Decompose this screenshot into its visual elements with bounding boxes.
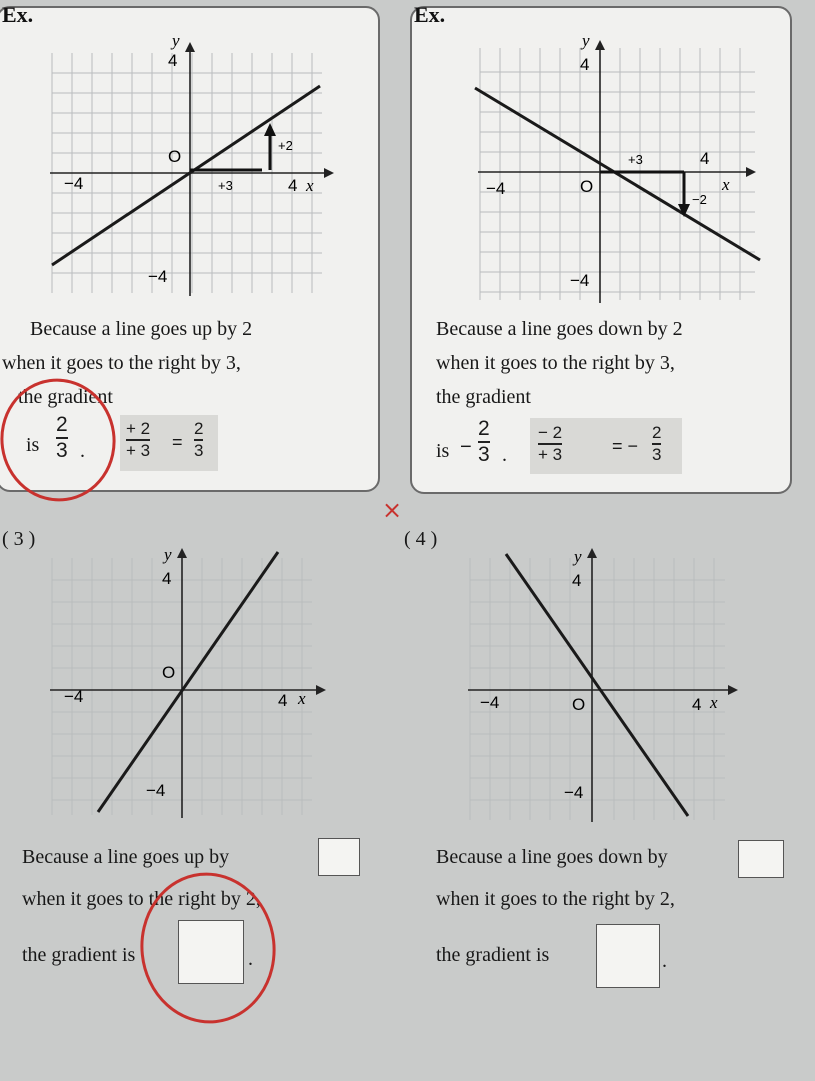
origin-label: O — [580, 177, 594, 196]
example-1-line-3: the gradient — [18, 386, 113, 408]
exercise-3-line-3: the gradient is — [22, 944, 136, 966]
x-neg-label: −4 — [64, 174, 84, 193]
grid — [470, 558, 725, 820]
run-label: +3 — [218, 178, 233, 193]
example-1-hint-equals: = — [172, 432, 183, 452]
origin-label: O — [162, 663, 176, 682]
run-label: +3 — [628, 152, 643, 167]
example-1-line-2: when it goes to the right by 3, — [2, 352, 241, 374]
y-axis-arrow — [595, 40, 605, 50]
rise-arrowhead — [264, 123, 276, 136]
example-1-hint-result: 2 3 — [194, 419, 204, 460]
origin-label: O — [572, 695, 586, 714]
y-label: y — [172, 31, 180, 50]
example-2-hint-fraction: − 2 + 3 — [538, 423, 563, 464]
x-pos-label: 4 — [700, 149, 710, 168]
x-pos-label: 4 — [288, 176, 298, 195]
exercise-4-period: . — [662, 950, 667, 972]
x-axis-arrow — [316, 685, 326, 695]
example-1-graph — [0, 28, 380, 328]
x-neg-label: −4 — [64, 687, 84, 706]
y-label: y — [574, 547, 582, 566]
exercise-3-line-2: when it goes to the right by 2, — [22, 888, 261, 910]
example-2-gradient-fraction: 2 3 — [478, 417, 490, 467]
x-axis-arrow — [324, 168, 334, 178]
y-label: y — [582, 31, 590, 50]
exercise-3-answer-box-1[interactable] — [318, 838, 360, 876]
graph-line — [475, 88, 760, 260]
x-neg-label: −4 — [480, 693, 500, 712]
y-pos-label: 4 — [572, 571, 582, 590]
x-label: x — [306, 176, 314, 195]
y-neg-label: −4 — [148, 267, 168, 286]
graph-line — [98, 552, 278, 812]
exercise-4-line-3: the gradient is — [436, 944, 550, 966]
x-axis-arrow — [728, 685, 738, 695]
exercise-4-line-1: Because a line goes down by — [436, 846, 668, 868]
exercise-4-line-2: when it goes to the right by 2, — [436, 888, 675, 910]
example-2-hint-result: 2 3 — [652, 423, 662, 464]
y-axis-arrow — [587, 548, 597, 558]
example-2-tag: Ex. — [414, 2, 446, 27]
exercise-3-answer-box-2[interactable] — [178, 920, 244, 984]
example-1-tag: Ex. — [2, 2, 34, 27]
x-axis-arrow — [746, 167, 756, 177]
rise-label: −2 — [692, 192, 707, 207]
rise-label: +2 — [278, 138, 293, 153]
exercise-3-period: . — [248, 948, 253, 970]
example-2-hint-equals: = − — [612, 436, 639, 456]
example-2-line-3: the gradient — [436, 386, 531, 408]
example-2-minus-sign: − — [460, 436, 472, 458]
y-label: y — [164, 545, 172, 564]
example-1-gradient-fraction: 2 3 — [56, 413, 68, 463]
x-pos-label: 4 — [692, 695, 702, 714]
exercise-4-label: ( 4 ) — [404, 528, 438, 550]
x-label: x — [710, 693, 718, 712]
example-2-line-2: when it goes to the right by 3, — [436, 352, 675, 374]
example-1-hint-fraction: + 2 + 3 — [126, 419, 151, 460]
y-pos-label: 4 — [580, 55, 590, 74]
x-neg-label: −4 — [486, 179, 506, 198]
exercise-4-answer-box-2[interactable] — [596, 924, 660, 988]
y-pos-label: 4 — [168, 51, 178, 70]
origin-label: O — [168, 147, 182, 166]
example-2-is: is — [436, 440, 450, 462]
exercise-4-graph — [420, 540, 800, 840]
y-axis-arrow — [177, 548, 187, 558]
example-1-is: is — [26, 434, 40, 456]
y-neg-label: −4 — [146, 781, 166, 800]
exercise-3-line-1: Because a line goes up by — [22, 846, 230, 868]
exercise-4-answer-box-1[interactable] — [738, 840, 784, 878]
y-pos-label: 4 — [162, 569, 172, 588]
example-1-line-1: Because a line goes up by 2 — [30, 318, 253, 340]
exercise-3-label: ( 3 ) — [2, 528, 36, 550]
x-label: x — [298, 689, 306, 708]
y-neg-label: −4 — [570, 271, 590, 290]
x-label: x — [722, 175, 730, 194]
example-1-period: . — [80, 440, 85, 462]
cross-mark: × — [382, 496, 403, 524]
graph-line — [506, 554, 688, 816]
y-neg-label: −4 — [564, 783, 584, 802]
exercise-3-graph — [0, 540, 380, 830]
example-2-line-1: Because a line goes down by 2 — [436, 318, 683, 340]
y-axis-arrow — [185, 42, 195, 52]
x-pos-label: 4 — [278, 691, 288, 710]
example-2-period: . — [502, 444, 507, 466]
example-2-graph — [410, 28, 790, 328]
